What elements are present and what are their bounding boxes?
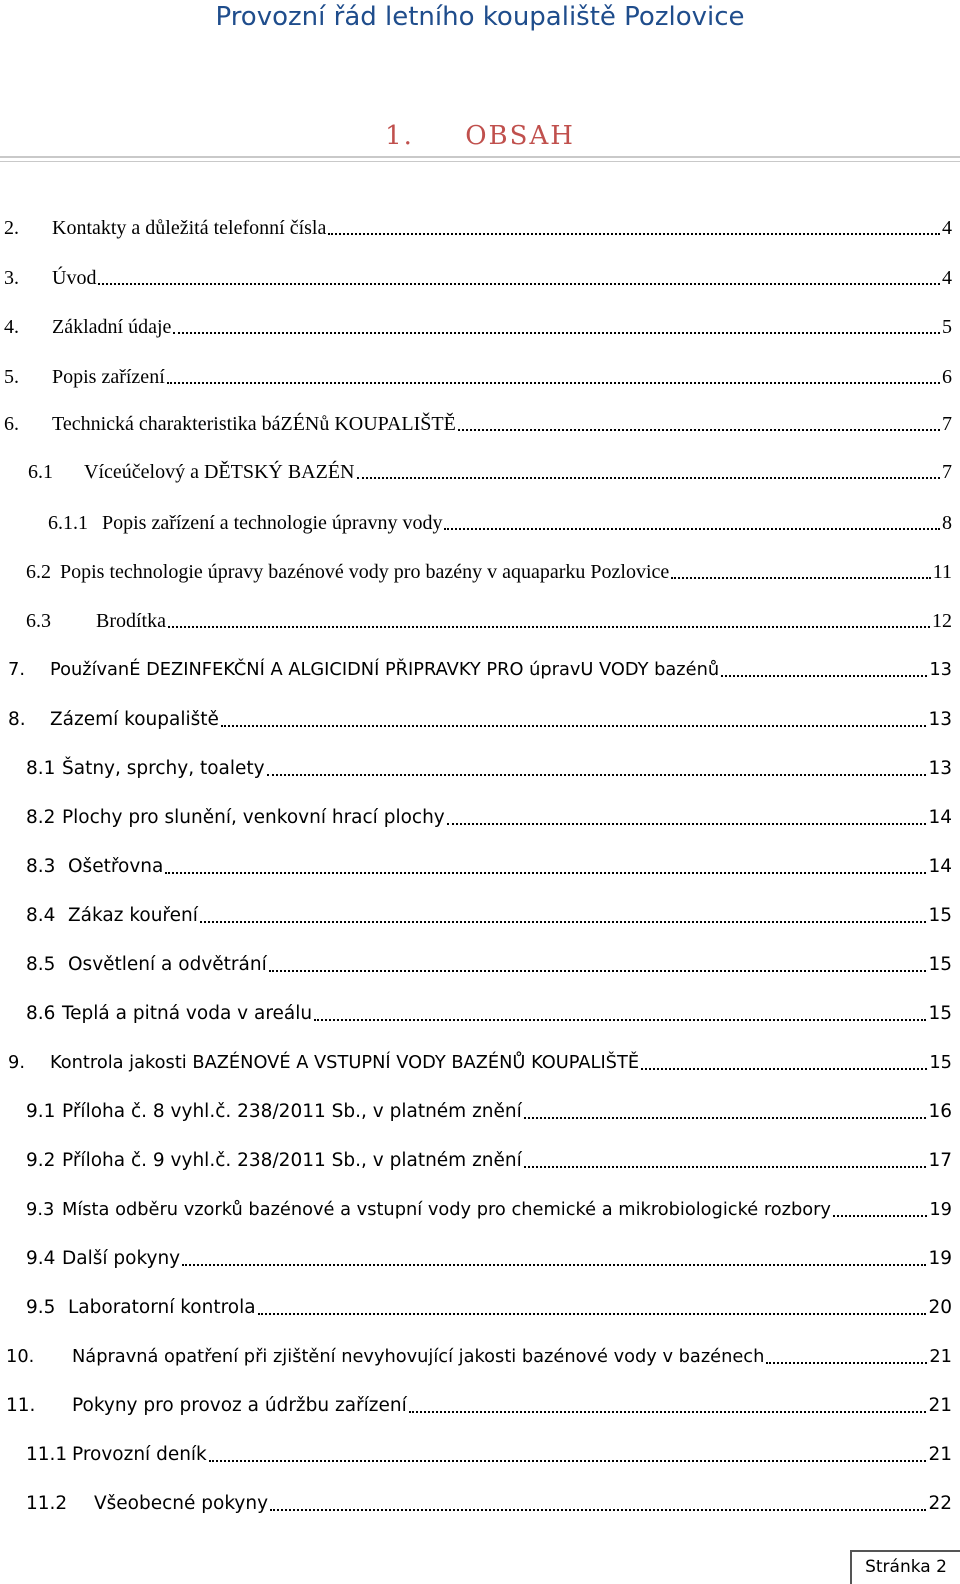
toc-leader xyxy=(221,725,927,727)
toc-number: 9.5 xyxy=(26,1297,56,1318)
toc-text: Příloha č. 8 vyhl.č. 238/2011 Sb., v platném znění xyxy=(62,1101,522,1122)
toc-entry[interactable] xyxy=(0,1045,952,1075)
toc-number: 6.2 xyxy=(26,561,51,583)
toc-page: 11 xyxy=(932,561,952,583)
toc-page: 16 xyxy=(928,1101,952,1122)
toc-leader xyxy=(458,429,940,431)
toc-page: 6 xyxy=(942,366,952,388)
toc-page: 19 xyxy=(929,1199,952,1220)
toc-entry[interactable] xyxy=(0,454,952,484)
toc-number: 5. xyxy=(4,366,19,388)
toc-number: 11.2 xyxy=(26,1493,68,1514)
toc-number: 9.2 xyxy=(26,1150,56,1171)
toc-entry[interactable] xyxy=(0,603,952,633)
toc-number: 2. xyxy=(4,217,19,239)
toc-page: 13 xyxy=(928,709,952,730)
toc-text: Zákaz kouření xyxy=(68,905,198,926)
toc-text: Technická charakteristika báZÉNů KOUPALIŠTĚ xyxy=(52,413,456,435)
toc-text: Teplá a pitná voda v areálu xyxy=(62,1003,313,1024)
toc-leader xyxy=(444,528,940,530)
toc-text: Brodítka xyxy=(96,610,166,632)
document-header: Provozní řád letního koupaliště Pozlovice xyxy=(215,2,745,32)
toc-entry[interactable] xyxy=(0,359,952,389)
toc-page: 21 xyxy=(928,1444,952,1465)
toc-text: Popis zařízení a technologie úpravny vody xyxy=(102,512,443,534)
toc-page: 13 xyxy=(928,758,952,779)
toc-number: 6.3 xyxy=(26,610,51,632)
toc-page: 22 xyxy=(928,1493,952,1514)
toc-leader xyxy=(524,1166,927,1168)
toc-entry[interactable] xyxy=(0,702,952,732)
toc-leader xyxy=(447,823,927,825)
toc-entry[interactable] xyxy=(0,652,952,682)
toc-leader xyxy=(833,1215,927,1217)
toc-entry[interactable] xyxy=(0,309,952,339)
toc-entry[interactable] xyxy=(0,1486,952,1516)
toc-leader xyxy=(641,1068,927,1070)
toc-page: 14 xyxy=(928,807,952,828)
toc-number: 4. xyxy=(4,316,19,338)
toc-entry[interactable] xyxy=(0,406,952,436)
section-number: 1. xyxy=(385,121,414,151)
toc-text: Základní údaje xyxy=(52,316,172,338)
toc-page: 21 xyxy=(928,1395,952,1416)
toc-entry[interactable] xyxy=(0,1192,952,1222)
toc-text: Popis technologie úpravy bazénové vody pro bazény v aquaparku Pozlovice xyxy=(60,561,670,583)
toc-entry[interactable] xyxy=(0,1290,952,1320)
toc-number: 8.3 xyxy=(26,856,56,877)
toc-text: Šatny, sprchy, toalety xyxy=(62,758,265,779)
toc-text: Místa odběru vzorků bazénové a vstupní vody pro chemické a mikrobiologické rozbory xyxy=(62,1199,831,1220)
toc-leader xyxy=(209,1460,927,1462)
toc-entry[interactable] xyxy=(0,210,952,240)
toc-entry[interactable] xyxy=(0,947,952,977)
toc-page: 14 xyxy=(928,856,952,877)
toc-page: 4 xyxy=(942,217,952,239)
toc-entry[interactable] xyxy=(0,898,952,928)
toc-page: 17 xyxy=(928,1150,952,1171)
toc-number: 8.2 xyxy=(26,807,56,828)
toc-page: 20 xyxy=(928,1297,952,1318)
toc-leader xyxy=(167,382,940,384)
toc-entry[interactable] xyxy=(0,1339,952,1369)
toc-text: Ošetřovna xyxy=(68,856,164,877)
toc-entry[interactable] xyxy=(0,1094,952,1124)
toc-text: Příloha č. 9 vyhl.č. 238/2011 Sb., v platném znění xyxy=(62,1150,522,1171)
toc-page: 21 xyxy=(929,1346,952,1367)
toc-leader xyxy=(98,283,940,285)
toc-text: Pokyny pro provoz a údržbu zařízení xyxy=(72,1395,407,1416)
toc-number: 6.1 xyxy=(28,461,53,483)
toc-leader xyxy=(270,1509,926,1511)
toc-text: Kontakty a důležitá telefonní čísla xyxy=(52,217,327,239)
toc-page: 15 xyxy=(929,1052,952,1073)
toc-page: 8 xyxy=(942,512,952,534)
toc-leader xyxy=(267,774,927,776)
toc-entry[interactable] xyxy=(0,505,952,535)
toc-page: 7 xyxy=(942,461,952,483)
toc-number: 8. xyxy=(8,709,26,730)
toc-leader xyxy=(200,921,927,923)
toc-leader xyxy=(524,1117,927,1119)
toc-page: 7 xyxy=(942,413,952,435)
toc-leader xyxy=(258,1313,927,1315)
page-number-label: Stránka 2 xyxy=(850,1550,960,1584)
toc-number: 10. xyxy=(6,1346,35,1367)
toc-number: 6. xyxy=(4,413,19,435)
toc-number: 7. xyxy=(8,659,25,680)
toc-number: 9.4 xyxy=(26,1248,56,1269)
toc-text: Laboratorní kontrola xyxy=(68,1297,256,1318)
toc-text: Kontrola jakosti BAZÉNOVÉ A VSTUPNÍ VODY BAZÉNŮ KOUPALIŠTĚ xyxy=(50,1052,640,1073)
toc-entry[interactable] xyxy=(0,260,952,290)
toc-entry[interactable] xyxy=(0,1143,952,1173)
toc-number: 3. xyxy=(4,267,19,289)
toc-page: 4 xyxy=(942,267,952,289)
toc-leader xyxy=(357,477,941,479)
section-label: OBSAH xyxy=(465,121,575,151)
section-title xyxy=(0,116,960,156)
toc-leader xyxy=(409,1411,927,1413)
title-divider xyxy=(0,156,960,162)
toc-entry[interactable] xyxy=(0,1437,952,1467)
toc-text: Provozní deník xyxy=(72,1444,207,1465)
toc-leader xyxy=(328,233,940,235)
toc-leader xyxy=(165,872,926,874)
toc-page: 15 xyxy=(928,1003,952,1024)
toc-leader xyxy=(182,1264,926,1266)
toc-number: 9.3 xyxy=(26,1199,55,1220)
toc-leader xyxy=(314,1019,926,1021)
toc-number: 6.1.1 xyxy=(48,512,88,534)
toc-page: 15 xyxy=(928,954,952,975)
toc-leader xyxy=(671,577,930,579)
toc-text: Plochy pro slunění, venkovní hrací plochy xyxy=(62,807,445,828)
toc-page: 12 xyxy=(932,610,952,632)
toc-text: Víceúčelový a DĚTSKÝ BAZÉN xyxy=(84,461,355,483)
toc-text: Úvod xyxy=(52,267,97,289)
toc-page: 5 xyxy=(942,316,952,338)
toc-text: Další pokyny xyxy=(62,1248,181,1269)
toc-text: PoužívanÉ DEZINFEKČNÍ A ALGICIDNÍ PŘIPRAVKY PRO úpravU VODY bazénů xyxy=(50,659,720,680)
toc-number: 8.6 xyxy=(26,1003,56,1024)
toc-leader xyxy=(269,970,927,972)
toc-entry[interactable] xyxy=(0,554,952,584)
toc-text: Všeobecné pokyny xyxy=(94,1493,269,1514)
toc-entry[interactable] xyxy=(0,1388,952,1418)
toc-entry[interactable] xyxy=(0,800,952,830)
toc-text: Nápravná opatření při zjištění nevyhovující jakosti bazénové vody v bazénech xyxy=(72,1346,765,1367)
toc-entry[interactable] xyxy=(0,996,952,1026)
toc-page: 15 xyxy=(928,905,952,926)
toc-entry[interactable] xyxy=(0,1241,952,1271)
toc-number: 8.4 xyxy=(26,905,56,926)
toc-entry[interactable] xyxy=(0,751,952,781)
toc-leader xyxy=(173,332,940,334)
toc-page: 13 xyxy=(929,659,952,680)
toc-leader xyxy=(168,626,930,628)
toc-number: 9.1 xyxy=(26,1101,56,1122)
toc-number: 9. xyxy=(8,1052,25,1073)
toc-text: Popis zařízení xyxy=(52,366,165,388)
toc-text: Zázemí koupaliště xyxy=(50,709,219,730)
toc-page: 19 xyxy=(928,1248,952,1269)
toc-number: 8.1 xyxy=(26,758,56,779)
toc-number: 11.1 xyxy=(26,1444,68,1465)
toc-leader xyxy=(721,675,927,677)
toc-number: 8.5 xyxy=(26,954,56,975)
toc-text: Osvětlení a odvětrání xyxy=(68,954,267,975)
toc-number: 11. xyxy=(6,1395,36,1416)
toc-entry[interactable] xyxy=(0,849,952,879)
toc-leader xyxy=(766,1362,927,1364)
